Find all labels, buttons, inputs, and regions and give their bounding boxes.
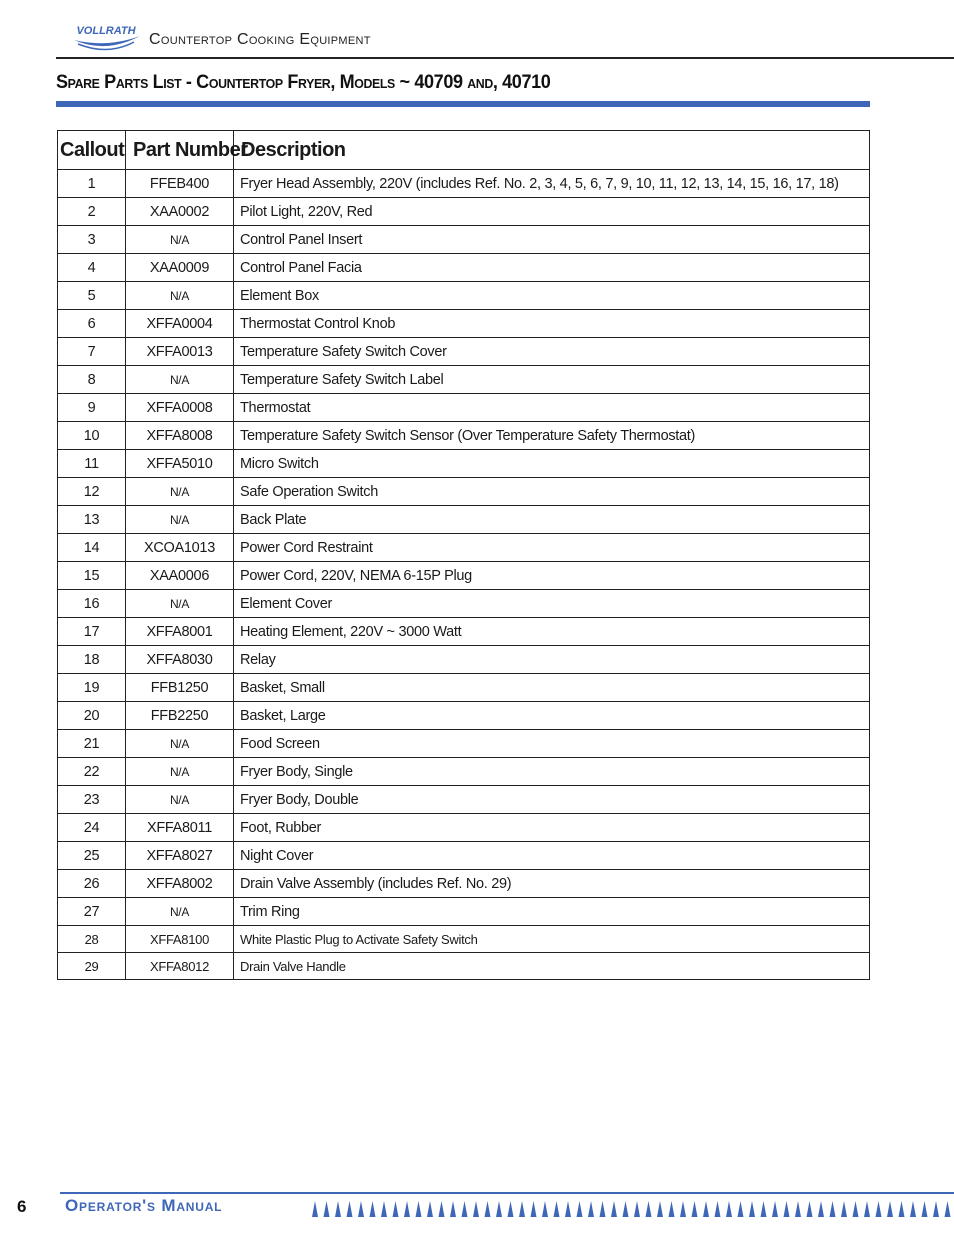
table-row xyxy=(58,702,870,730)
part-number-cell: N/A xyxy=(126,898,234,926)
description-cell: Heating Element, 220V ~ 3000 Watt xyxy=(234,618,870,646)
triangle-mark xyxy=(784,1201,790,1217)
description-cell: Food Screen xyxy=(234,730,870,758)
table-row xyxy=(58,310,870,338)
header-rule xyxy=(56,57,954,59)
part-number-cell: XAA0006 xyxy=(126,562,234,590)
triangle-mark xyxy=(450,1201,456,1217)
triangle-mark xyxy=(887,1201,893,1217)
triangle-mark xyxy=(600,1201,606,1217)
part-number-cell: XCOA1013 xyxy=(126,534,234,562)
triangle-mark xyxy=(933,1201,939,1217)
callout-cell: 8 xyxy=(58,366,126,394)
part-number-cell: FFEB400 xyxy=(126,170,234,198)
triangle-mark xyxy=(496,1201,502,1217)
triangle-mark xyxy=(692,1201,698,1217)
triangle-mark xyxy=(864,1201,870,1217)
table-row xyxy=(58,953,870,980)
table-row xyxy=(58,842,870,870)
triangle-mark xyxy=(795,1201,801,1217)
triangle-mark xyxy=(485,1201,491,1217)
callout-cell: 1 xyxy=(58,170,126,198)
description-cell: Fryer Head Assembly, 220V (includes Ref. No. 2, 3, 4, 5, 6, 7, 9, 10, 11, 12, 13, 14, 15, 16, 17, 18) xyxy=(234,170,870,198)
description-cell: Back Plate xyxy=(234,506,870,534)
triangle-mark xyxy=(853,1201,859,1217)
part-number-cell: N/A xyxy=(126,282,234,310)
description-cell: Trim Ring xyxy=(234,898,870,926)
table-row xyxy=(58,506,870,534)
table-body xyxy=(58,170,870,980)
triangle-mark xyxy=(910,1201,916,1217)
triangle-mark xyxy=(416,1201,422,1217)
callout-cell: 6 xyxy=(58,310,126,338)
triangle-mark xyxy=(462,1201,468,1217)
description-cell: Temperature Safety Switch Sensor (Over Temperature Safety Thermostat) xyxy=(234,422,870,450)
description-cell: Safe Operation Switch xyxy=(234,478,870,506)
callout-cell: 20 xyxy=(58,702,126,730)
description-cell: Micro Switch xyxy=(234,450,870,478)
description-cell: Thermostat xyxy=(234,394,870,422)
triangle-mark xyxy=(404,1201,410,1217)
description-cell: Element Box xyxy=(234,282,870,310)
description-cell: Temperature Safety Switch Cover xyxy=(234,338,870,366)
triangle-mark xyxy=(335,1201,341,1217)
part-number-cell: N/A xyxy=(126,506,234,534)
triangle-mark xyxy=(807,1201,813,1217)
table-row xyxy=(58,814,870,842)
triangle-mark xyxy=(542,1201,548,1217)
description-cell: White Plastic Plug to Activate Safety Switch xyxy=(234,926,870,953)
triangle-mark xyxy=(381,1201,387,1217)
part-number-cell: XFFA8008 xyxy=(126,422,234,450)
triangle-mark xyxy=(772,1201,778,1217)
triangle-mark xyxy=(623,1201,629,1217)
table-row xyxy=(58,674,870,702)
part-number-cell: XFFA8001 xyxy=(126,618,234,646)
triangle-mark xyxy=(945,1201,951,1217)
title-accent-bar xyxy=(56,101,870,107)
callout-cell: 12 xyxy=(58,478,126,506)
callout-cell: 15 xyxy=(58,562,126,590)
table-row xyxy=(58,282,870,310)
triangle-mark xyxy=(634,1201,640,1217)
triangle-mark xyxy=(427,1201,433,1217)
triangle-mark xyxy=(715,1201,721,1217)
triangle-mark xyxy=(703,1201,709,1217)
callout-cell: 14 xyxy=(58,534,126,562)
triangle-mark xyxy=(726,1201,732,1217)
triangle-mark xyxy=(818,1201,824,1217)
table-row xyxy=(58,646,870,674)
part-number-cell: N/A xyxy=(126,786,234,814)
table-row xyxy=(58,170,870,198)
callout-cell: 28 xyxy=(58,926,126,953)
part-number-cell: N/A xyxy=(126,226,234,254)
triangle-mark xyxy=(519,1201,525,1217)
triangle-mark xyxy=(749,1201,755,1217)
page-number: 6 xyxy=(17,1197,27,1216)
table-row xyxy=(58,618,870,646)
triangle-mark xyxy=(554,1201,560,1217)
table-row xyxy=(58,534,870,562)
part-number-cell: XAA0009 xyxy=(126,254,234,282)
part-number-cell: XFFA8002 xyxy=(126,870,234,898)
callout-cell: 13 xyxy=(58,506,126,534)
callout-cell: 18 xyxy=(58,646,126,674)
triangle-mark xyxy=(439,1201,445,1217)
table-header-row xyxy=(58,131,870,170)
table-row xyxy=(58,590,870,618)
description-cell: Control Panel Facia xyxy=(234,254,870,282)
part-number-cell: XAA0002 xyxy=(126,198,234,226)
callout-cell: 25 xyxy=(58,842,126,870)
triangle-mark xyxy=(393,1201,399,1217)
column-header-part-number: Part Number xyxy=(126,131,234,170)
page-header xyxy=(0,0,954,62)
table-row xyxy=(58,758,870,786)
description-cell: Thermostat Control Knob xyxy=(234,310,870,338)
table-row xyxy=(58,478,870,506)
description-cell: Foot, Rubber xyxy=(234,814,870,842)
description-cell: Power Cord, 220V, NEMA 6-15P Plug xyxy=(234,562,870,590)
part-number-cell: XFFA0013 xyxy=(126,338,234,366)
triangle-mark xyxy=(473,1201,479,1217)
part-number-cell: XFFA8027 xyxy=(126,842,234,870)
triangle-mark xyxy=(657,1201,663,1217)
description-cell: Basket, Large xyxy=(234,702,870,730)
triangle-mark xyxy=(577,1201,583,1217)
callout-cell: 3 xyxy=(58,226,126,254)
part-number-cell: XFFA8011 xyxy=(126,814,234,842)
part-number-cell: XFFA8012 xyxy=(126,953,234,980)
callout-cell: 2 xyxy=(58,198,126,226)
callout-cell: 11 xyxy=(58,450,126,478)
triangle-mark xyxy=(347,1201,353,1217)
table-row xyxy=(58,898,870,926)
callout-cell: 10 xyxy=(58,422,126,450)
triangle-mark xyxy=(899,1201,905,1217)
table-row xyxy=(58,198,870,226)
description-cell: Power Cord Restraint xyxy=(234,534,870,562)
column-header-description: Description xyxy=(234,131,870,170)
table-row xyxy=(58,730,870,758)
callout-cell: 26 xyxy=(58,870,126,898)
description-cell: Basket, Small xyxy=(234,674,870,702)
spare-parts-table xyxy=(57,130,870,980)
part-number-cell: N/A xyxy=(126,758,234,786)
part-number-cell: XFFA8030 xyxy=(126,646,234,674)
part-number-cell: N/A xyxy=(126,590,234,618)
triangle-mark xyxy=(669,1201,675,1217)
table-row xyxy=(58,226,870,254)
description-cell: Control Panel Insert xyxy=(234,226,870,254)
callout-cell: 17 xyxy=(58,618,126,646)
triangle-mark xyxy=(761,1201,767,1217)
triangle-mark xyxy=(508,1201,514,1217)
table-row xyxy=(58,366,870,394)
description-cell: Fryer Body, Single xyxy=(234,758,870,786)
callout-cell: 27 xyxy=(58,898,126,926)
triangle-mark xyxy=(531,1201,537,1217)
callout-cell: 23 xyxy=(58,786,126,814)
triangle-mark xyxy=(358,1201,364,1217)
triangle-mark xyxy=(370,1201,376,1217)
part-number-cell: FFB1250 xyxy=(126,674,234,702)
table-row xyxy=(58,394,870,422)
callout-cell: 7 xyxy=(58,338,126,366)
table-row xyxy=(58,422,870,450)
part-number-cell: XFFA0004 xyxy=(126,310,234,338)
table-row xyxy=(58,926,870,953)
part-number-cell: N/A xyxy=(126,366,234,394)
footer-rule xyxy=(60,1192,954,1194)
part-number-cell: N/A xyxy=(126,478,234,506)
triangle-mark xyxy=(830,1201,836,1217)
section-title: Spare Parts List - Countertop Fryer, Models ~ 40709 and, 40710 xyxy=(56,72,551,93)
part-number-cell: XFFA8100 xyxy=(126,926,234,953)
description-cell: Drain Valve Assembly (includes Ref. No. 29) xyxy=(234,870,870,898)
triangle-mark xyxy=(680,1201,686,1217)
callout-cell: 24 xyxy=(58,814,126,842)
logo-brand-text: VOLLRATH xyxy=(76,25,136,37)
triangle-mark xyxy=(841,1201,847,1217)
part-number-cell: XFFA0008 xyxy=(126,394,234,422)
triangle-mark xyxy=(922,1201,928,1217)
triangle-mark xyxy=(738,1201,744,1217)
callout-cell: 22 xyxy=(58,758,126,786)
footer-title: Operator's Manual xyxy=(65,1196,223,1215)
table-row xyxy=(58,562,870,590)
callout-cell: 19 xyxy=(58,674,126,702)
callout-cell: 5 xyxy=(58,282,126,310)
footer-triangle-pattern xyxy=(310,1200,954,1218)
part-number-cell: XFFA5010 xyxy=(126,450,234,478)
part-number-cell: FFB2250 xyxy=(126,702,234,730)
description-cell: Element Cover xyxy=(234,590,870,618)
table-row xyxy=(58,338,870,366)
triangle-mark xyxy=(646,1201,652,1217)
column-header-callout: Callout xyxy=(58,131,126,170)
triangle-mark xyxy=(611,1201,617,1217)
triangle-mark xyxy=(588,1201,594,1217)
callout-cell: 21 xyxy=(58,730,126,758)
table-row xyxy=(58,870,870,898)
callout-cell: 9 xyxy=(58,394,126,422)
callout-cell: 4 xyxy=(58,254,126,282)
description-cell: Relay xyxy=(234,646,870,674)
table-row xyxy=(58,254,870,282)
triangle-mark xyxy=(312,1201,318,1217)
triangle-mark xyxy=(565,1201,571,1217)
table-row xyxy=(58,450,870,478)
part-number-cell: N/A xyxy=(126,730,234,758)
description-cell: Temperature Safety Switch Label xyxy=(234,366,870,394)
triangle-mark xyxy=(876,1201,882,1217)
callout-cell: 16 xyxy=(58,590,126,618)
description-cell: Pilot Light, 220V, Red xyxy=(234,198,870,226)
callout-cell: 29 xyxy=(58,953,126,980)
table-row xyxy=(58,786,870,814)
triangle-mark xyxy=(324,1201,330,1217)
description-cell: Fryer Body, Double xyxy=(234,786,870,814)
header-title: Countertop Cooking Equipment xyxy=(149,31,371,48)
vollrath-logo xyxy=(70,20,142,50)
description-cell: Night Cover xyxy=(234,842,870,870)
description-cell: Drain Valve Handle xyxy=(234,953,870,980)
